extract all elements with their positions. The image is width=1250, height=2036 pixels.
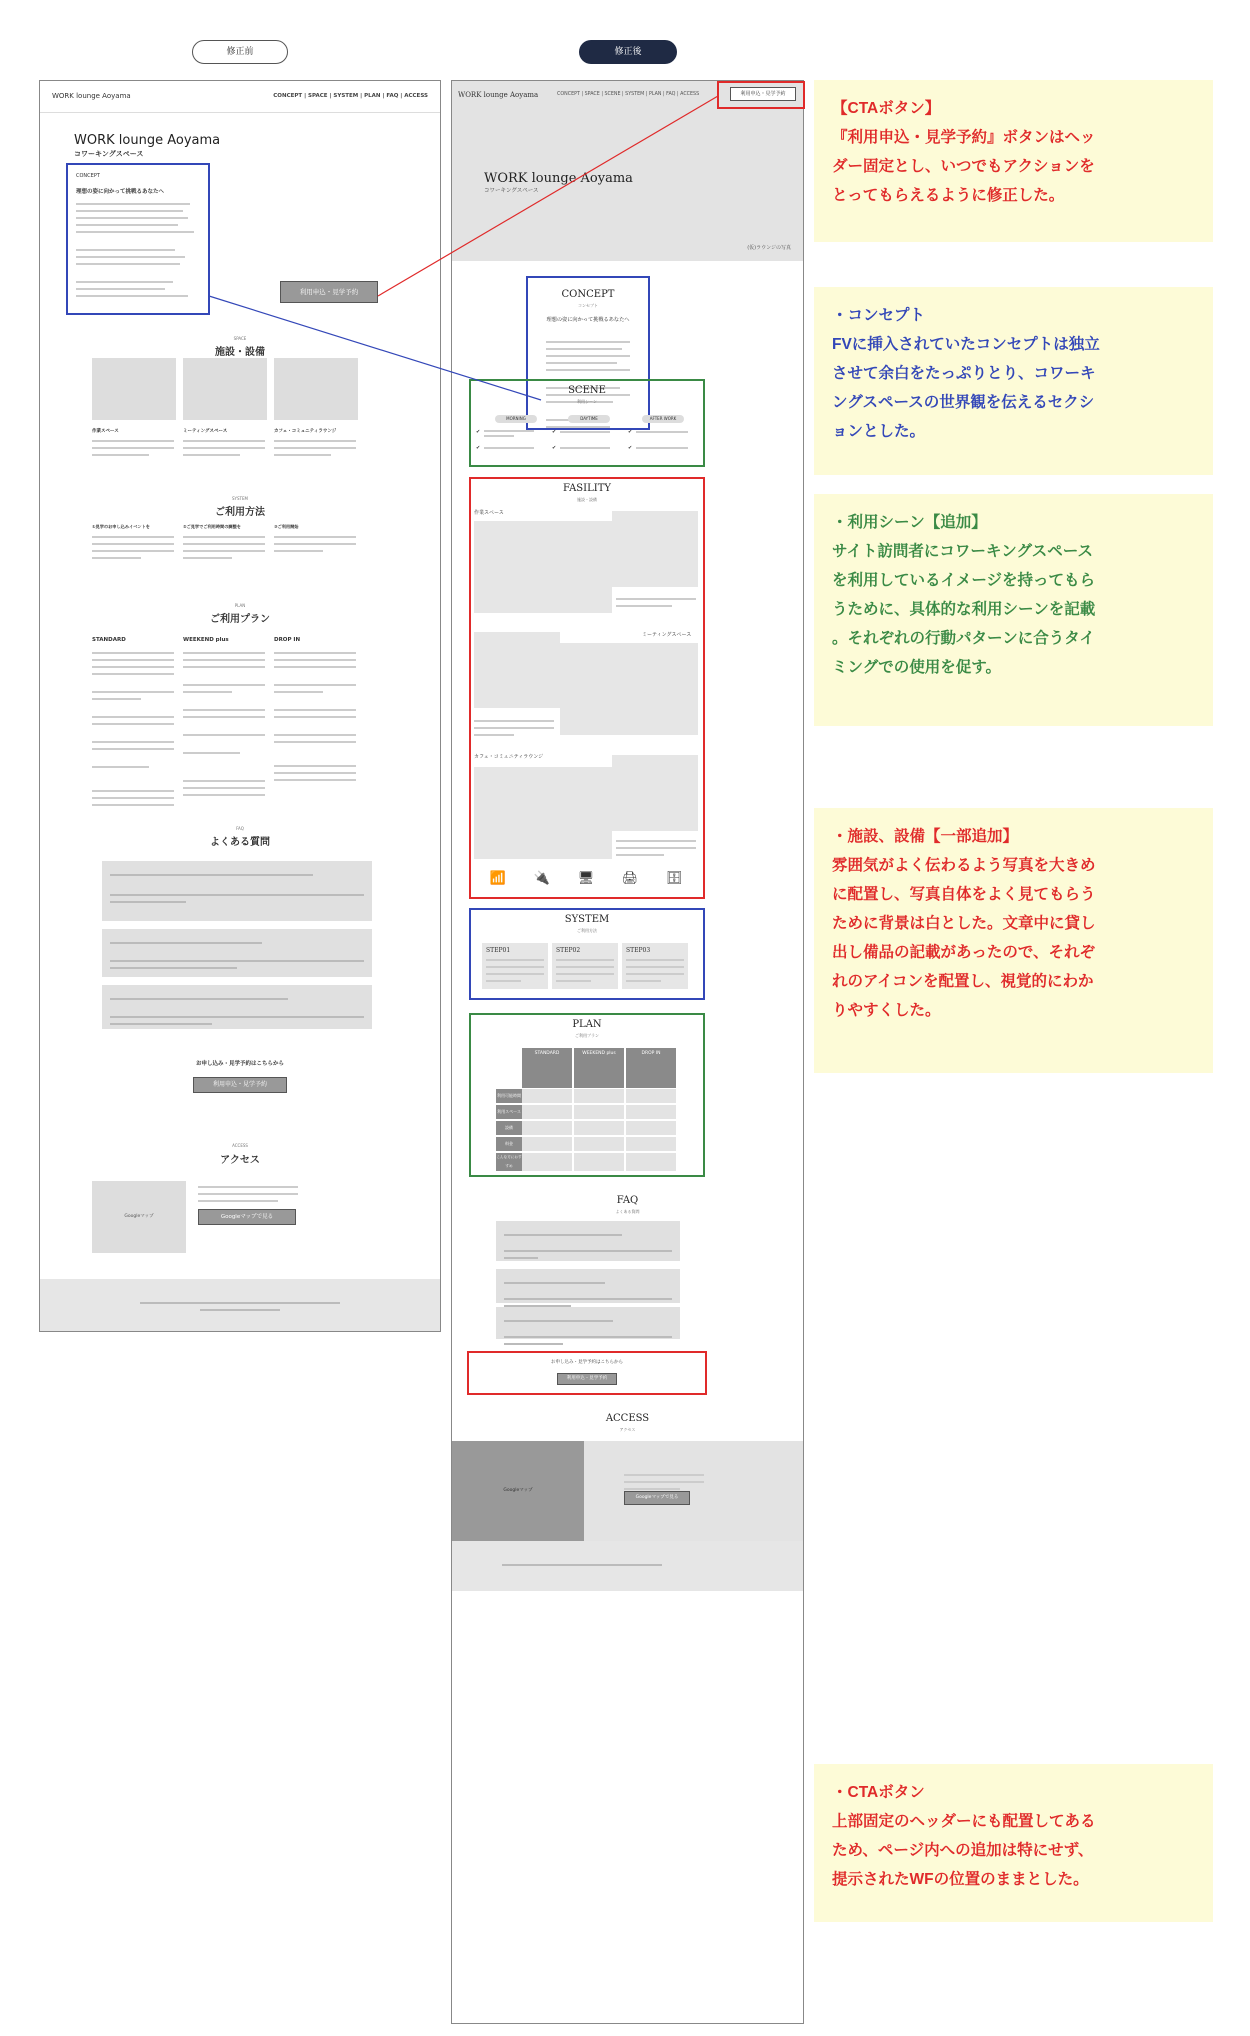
before-system-label: SYSTEM — [232, 496, 248, 501]
after-cafe-label: カフェ・コミュニティラウンジ — [474, 754, 544, 760]
before-space-label: SPACE — [233, 336, 247, 341]
after-work-space-label: 作業スペース — [474, 510, 504, 516]
before-fv-subtitle: コワーキングスペース — [74, 150, 144, 158]
before-faq-title: よくある質問 — [210, 837, 270, 848]
before-cta-button[interactable]: 利用申込・見学予約 — [280, 281, 378, 303]
before-plan-title: ご利用プラン — [210, 614, 270, 625]
locker-icon: 🗄 — [665, 871, 683, 886]
after-plan-standard[interactable]: STANDARD — [522, 1048, 572, 1088]
check-icon: ✔ — [628, 429, 633, 435]
note-cta-bottom: ・CTAボタン 上部固定のヘッダーにも配置してある ため、ページ内への追加は特にせず、 提示されたWFの位置のままとした。 — [814, 1764, 1213, 1922]
after-fv-title: WORK lounge Aoyama — [484, 171, 633, 186]
check-icon: ✔ — [552, 445, 557, 451]
before-cta-bottom-button[interactable]: 利用申込・見学予約 — [193, 1077, 287, 1093]
after-plan-sub: ご利用プラン — [575, 1033, 599, 1038]
after-header-nav[interactable]: CONCEPT | SPACE | SCENE | SYSTEM | PLAN | FAQ | ACCESS — [557, 92, 700, 97]
after-system-sub: ご利用方法 — [577, 928, 597, 933]
note-cta-header: 【CTAボタン】 『利用申込・見学予約』ボタンはヘッ ダー固定とし、いつでもアクションを とってもらえるように修正した。 — [814, 80, 1213, 242]
before-space-item-1: 作業スペース — [92, 429, 119, 434]
after-map-button[interactable]: Googleマップで見る — [624, 1491, 690, 1505]
after-plan-weekend[interactable]: WEEKEND plus — [574, 1048, 624, 1088]
after-concept-sub: コンセプト — [578, 303, 598, 308]
note-concept: ・コンセプト FVに挿入されていたコンセプトは独立 させて余白をたっぷりとり、コワーキ ングスペースの世界観を伝えるセクシ ョンとした。 — [814, 287, 1213, 475]
before-header-nav[interactable]: CONCEPT | SPACE | SYSTEM | PLAN | FAQ | ACCESS — [273, 93, 428, 99]
after-header-logo[interactable]: WORK lounge Aoyama — [458, 91, 539, 99]
before-label: 修正前 — [192, 40, 288, 64]
before-access-title: アクセス — [220, 1155, 260, 1166]
after-plan-row-equipment: 設備 — [496, 1121, 522, 1135]
after-meeting-space-label: ミーティングスペース — [642, 632, 692, 638]
after-system-step-1: STEP01 — [482, 943, 548, 989]
before-header-logo[interactable]: WORK lounge Aoyama — [52, 92, 131, 100]
note-scene: ・利用シーン【追加】 サイト訪問者にコワーキングスペース を利用しているイメージを持ってもら うために、具体的な利用シーンを記載 。それぞれの行動パターンに合うタイ ミングでの使用を促す。 — [814, 494, 1213, 726]
after-cta-button[interactable]: 利用申込・見学予約 — [557, 1373, 617, 1385]
before-concept-label: CONCEPT — [76, 173, 100, 179]
before-map[interactable]: Googleマップ — [92, 1181, 186, 1253]
after-concept-heading: 理想の姿に向かって挑戦るあなたへ — [546, 317, 630, 323]
after-access-title: ACCESS — [605, 1413, 650, 1424]
charger-icon: 🔌 — [533, 871, 551, 886]
after-plan-dropin[interactable]: DROP IN — [626, 1048, 676, 1088]
after-fasility-title: FASILITY — [563, 483, 611, 494]
before-concept-heading: 理想の姿に向かって挑戦るあなたへ — [76, 189, 165, 195]
before-faq-label: FAQ — [236, 826, 244, 831]
after-fv-subtitle: コワーキングスペース — [484, 188, 539, 194]
before-system-title: ご利用方法 — [215, 507, 265, 518]
before-space-item-3: カフェ・コミュニティラウンジ — [274, 429, 337, 434]
printer-icon: 🖨 — [621, 871, 639, 886]
after-access-sub: アクセス — [619, 1427, 636, 1432]
before-plan-label: PLAN — [234, 603, 246, 608]
before-fv-title: WORK lounge Aoyama — [74, 133, 221, 148]
after-header-cta-button[interactable]: 利用申込・見学予約 — [730, 87, 796, 101]
before-system-step-1: ①見学のお申し込みイベントを — [92, 524, 150, 529]
after-scene-title: SCENE — [568, 385, 606, 396]
after-system-step-3: STEP03 — [622, 943, 688, 989]
before-map-button[interactable]: Googleマップで見る — [198, 1209, 296, 1225]
before-space-title: 施設・設備 — [215, 347, 265, 358]
after-faq-sub: よくある質問 — [615, 1209, 640, 1214]
before-plan-3: DROP IN — [274, 637, 301, 643]
check-icon: ✔ — [552, 429, 557, 435]
after-plan-row-space: 利用スペース — [496, 1105, 522, 1119]
monitor-icon: 🖥 — [577, 871, 595, 886]
check-icon: ✔ — [476, 429, 481, 435]
before-cta-prompt: お申し込み・見学予約はこちらから — [195, 1061, 284, 1067]
before-system-step-2: ②ご見学でご利用時間の調整を — [183, 524, 241, 529]
after-plan-title: PLAN — [572, 1019, 602, 1030]
after-label: 修正後 — [579, 40, 677, 64]
before-space-item-2: ミーティングスペース — [183, 429, 228, 434]
after-scene-sub: 利用シーン — [577, 399, 597, 404]
check-icon: ✔ — [476, 445, 481, 451]
after-scene-tab-daytime[interactable]: DAYTIME — [568, 415, 610, 423]
wifi-icon: 📶 — [489, 871, 507, 886]
after-faq-title: FAQ — [616, 1195, 639, 1206]
after-plan-row-recommend: こんな方におすすめ — [496, 1153, 522, 1171]
note-facility: ・施設、設備【一部追加】 雰囲気がよく伝わるよう写真を大きめ に配置し、写真自体をよく見てもらう ために背景は白とした。文章中に貸し 出し備品の記載があったので、それぞ れのアイコンを配置し、視覚的にわか りやすくした。 — [814, 808, 1213, 1073]
after-system-title: SYSTEM — [564, 914, 610, 925]
after-concept-title: CONCEPT — [561, 289, 615, 300]
before-system-step-3: ③ご利用開始 — [274, 524, 299, 529]
after-fasility-sub: 施設・設備 — [577, 497, 597, 502]
check-icon: ✔ — [628, 445, 633, 451]
after-scene-tab-morning[interactable]: MORNING — [495, 415, 537, 423]
before-plan-1: STANDARD — [92, 637, 126, 643]
after-plan-row-price: 料金 — [496, 1137, 522, 1151]
after-cta-prompt: お申し込み・見学予約はこちらから — [551, 1360, 623, 1365]
after-fv-caption: (仮)ラウンジの写真 — [747, 245, 791, 251]
after-plan-row-hours: 利用可能時間 — [496, 1089, 522, 1103]
after-map[interactable]: Googleマップ — [452, 1441, 584, 1541]
after-system-step-2: STEP02 — [552, 943, 618, 989]
before-plan-2: WEEKEND plus — [183, 637, 229, 643]
before-access-label: ACCESS — [232, 1143, 248, 1148]
after-scene-tab-afterwork[interactable]: AFTER WORK — [642, 415, 684, 423]
